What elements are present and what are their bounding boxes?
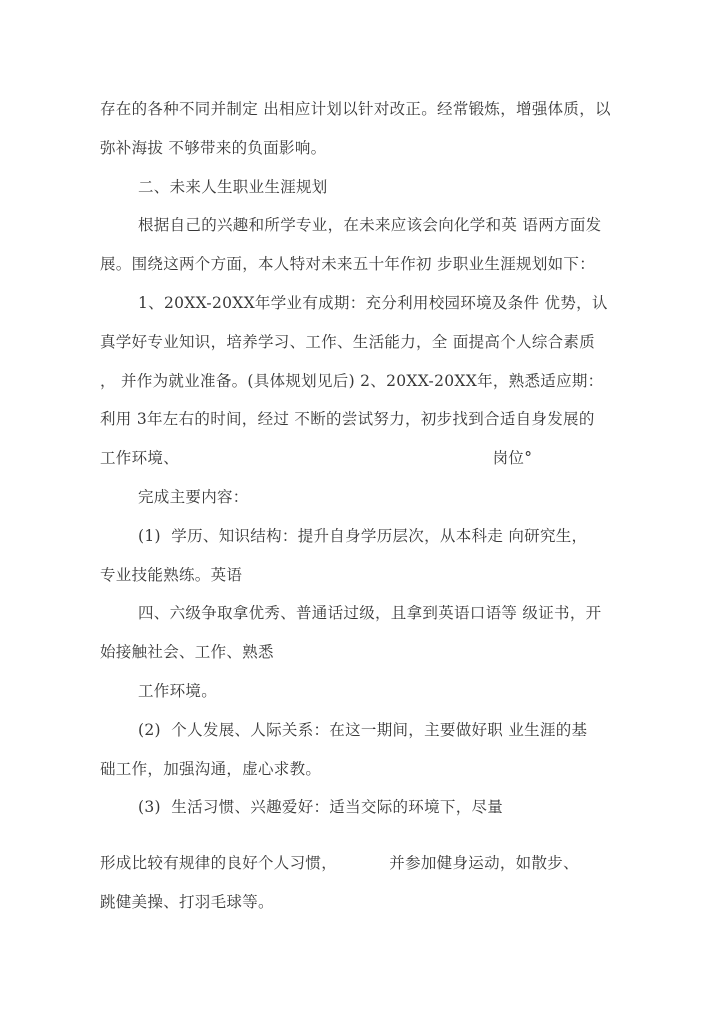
text-line: 存在的各种不同并制定 出相应计划以针对改正。经常锻炼，增强体质，以: [100, 100, 611, 118]
text-line: 利用 3年左右的时间，经过 不断的尝试努力，初步找到合适自身发展的: [100, 410, 595, 429]
text-line: 础工作，加强沟通，虚心求教。: [100, 759, 322, 778]
text-line: 弥补海拔 不够带来的负面影响。: [100, 138, 327, 157]
text-line: 形成比较有规律的良好个人习惯， 并参加健身运动，如散步、: [100, 854, 579, 873]
text-line: 展。围绕这两个方面，本人特对未来五十年作初 步职业生涯规划如下：: [100, 255, 596, 274]
text-line: 四、六级争取拿优秀、普通话过级，且拿到英语口语等 级证书，开: [138, 604, 602, 623]
text-line: ， 并作为就业准备。(具体规划见后) 2、20XX-20XX年，熟悉适应期：: [100, 371, 604, 390]
text-line: 工作环境、 岗位°: [100, 449, 533, 468]
text-line: 1、20XX-20XX年学业有成期：充分利用校园环境及条件 优势，认: [138, 293, 608, 312]
text-line: 专业技能熟练。英语: [100, 565, 243, 584]
text-line: (1) 学历、知识结构：提升自身学历层次，从本科走 向研究生，: [138, 526, 588, 545]
text-line: 工作环境。: [138, 681, 218, 700]
text-line: 根据自己的兴趣和所学专业，在未来应该会向化学和英 语两方面发: [138, 216, 602, 235]
text-line: (2) 个人发展、人际关系：在这一期间，主要做好职 业生涯的基: [138, 720, 588, 739]
text-line: (3) 生活习惯、兴趣爱好：适当交际的环境下，尽量: [138, 798, 504, 817]
text-line: 跳健美操、打羽毛球等。: [100, 892, 274, 911]
text-line: 始接触社会、工作、熟悉: [100, 643, 274, 662]
text-line: 完成主要内容：: [138, 487, 249, 506]
text-line: 二、未来人生职业生涯规划: [138, 177, 328, 196]
text-line: 真学好专业知识，培养学习、工作、生活能力，全 面提高个人综合素质: [100, 332, 596, 351]
